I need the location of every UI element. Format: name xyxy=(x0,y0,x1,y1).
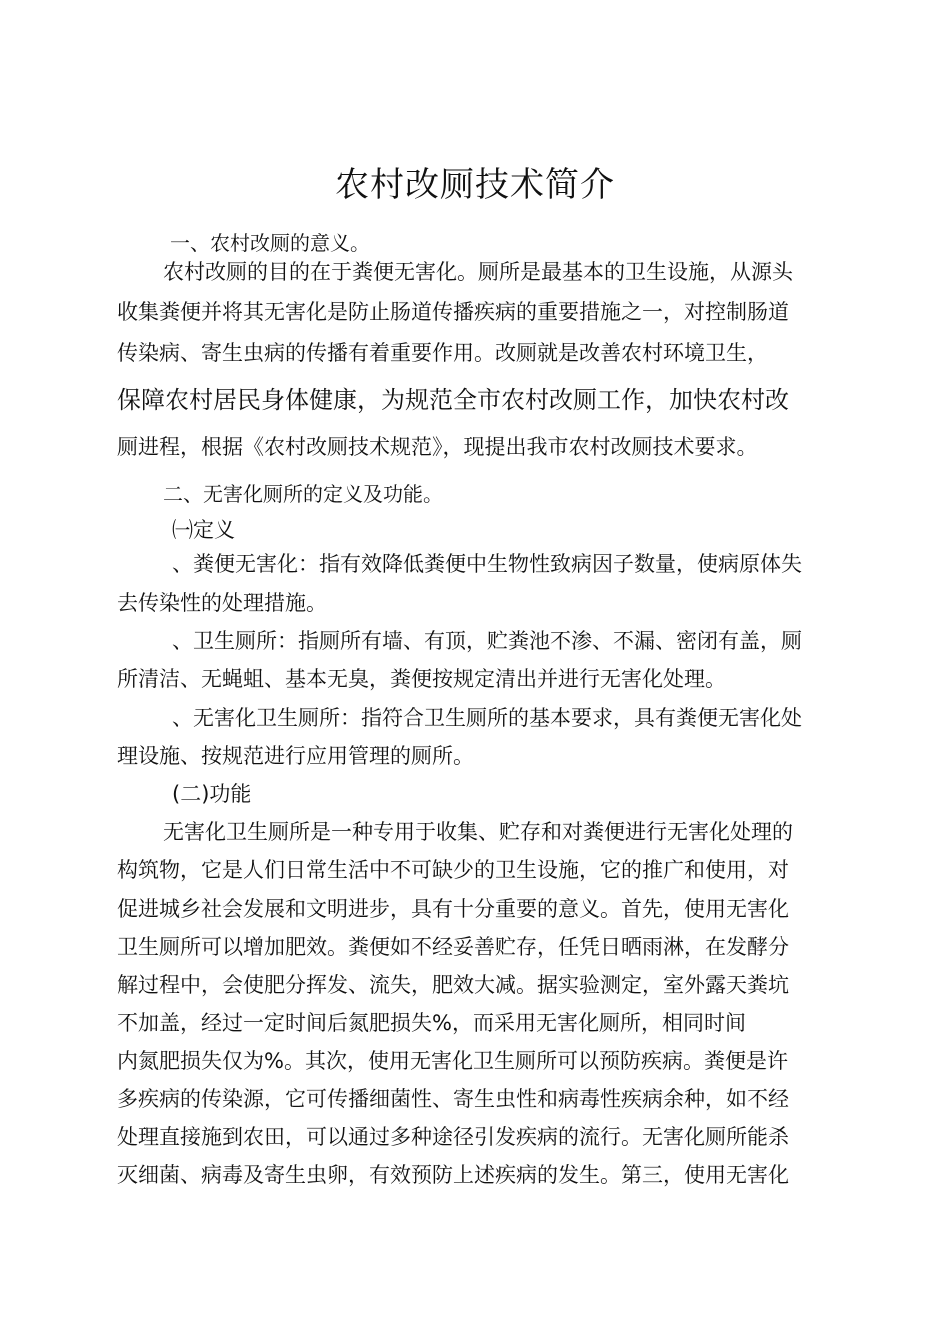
paragraph-line: 多疾病的传染源，它可传播细菌性、寄生虫性和病毒性疾病余种，如不经 xyxy=(117,1087,789,1111)
paragraph-line: 促进城乡社会发展和文明进步，具有十分重要的意义。首先，使用无害化 xyxy=(117,897,789,921)
page-title: 农村改厕技术简介 xyxy=(335,165,615,205)
paragraph-line: 、粪便无害化：指有效降低粪便中生物性致病因子数量，使病原体失 xyxy=(172,552,802,576)
paragraph-line: 农村改厕的目的在于粪便无害化。厕所是最基本的卫生设施，从源头 xyxy=(163,260,793,284)
paragraph-line: 卫生厕所可以增加肥效。粪便如不经妥善贮存，任凭日晒雨淋，在发酵分 xyxy=(117,935,789,959)
subsection-heading-definition: ㈠定义 xyxy=(172,518,235,542)
paragraph-line: 无害化卫生厕所是一种专用于收集、贮存和对粪便进行无害化处理的 xyxy=(163,820,793,844)
paragraph-line: 去传染性的处理措施。 xyxy=(117,591,327,615)
paragraph-line: 构筑物，它是人们日常生活中不可缺少的卫生设施，它的推广和使用，对 xyxy=(117,858,789,882)
paragraph-line: 解过程中，会使肥分挥发、流失，肥效大减。据实验测定，室外露天粪坑 xyxy=(117,973,789,997)
subsection-heading-function: (二)功能 xyxy=(172,782,252,806)
paragraph-line: 、无害化卫生厕所：指符合卫生厕所的基本要求，具有粪便无害化处 xyxy=(172,706,802,730)
paragraph-line: 理设施、按规范进行应用管理的厕所。 xyxy=(117,744,474,768)
paragraph-line: 灭细菌、病毒及寄生虫卵，有效预防上述疾病的发生。第三，使用无害化 xyxy=(117,1163,789,1187)
paragraph-line: 处理直接施到农田，可以通过多种途径引发疾病的流行。无害化厕所能杀 xyxy=(117,1125,789,1149)
paragraph-line: 不加盖，经过一定时间后氮肥损失%，而采用无害化厕所，相同时间 xyxy=(117,1011,746,1035)
paragraph-line: 、卫生厕所：指厕所有墙、有顶，贮粪池不渗、不漏、密闭有盖，厕 xyxy=(172,629,802,653)
paragraph-line: 内氮肥损失仅为%。其次，使用无害化卫生厕所可以预防疾病。粪便是许 xyxy=(117,1049,788,1073)
paragraph-line: 厕进程，根据《农村改厕技术规范》，现提出我市农村改厕技术要求。 xyxy=(117,435,758,459)
paragraph-line: 保障农村居民身体健康，为规范全市农村改厕工作，加快农村改 xyxy=(117,386,789,414)
paragraph-line: 传染病、寄生虫病的传播有着重要作用。改厕就是改善农村环境卫生， xyxy=(117,341,768,365)
section-heading-2: 二、无害化厕所的定义及功能。 xyxy=(163,482,443,506)
section-heading-1: 一、农村改厕的意义。 xyxy=(170,231,370,255)
paragraph-line: 收集粪便并将其无害化是防止肠道传播疾病的重要措施之一，对控制肠道 xyxy=(117,300,789,324)
paragraph-line: 所清洁、无蝇蛆、基本无臭，粪便按规定清出并进行无害化处理。 xyxy=(117,667,726,691)
